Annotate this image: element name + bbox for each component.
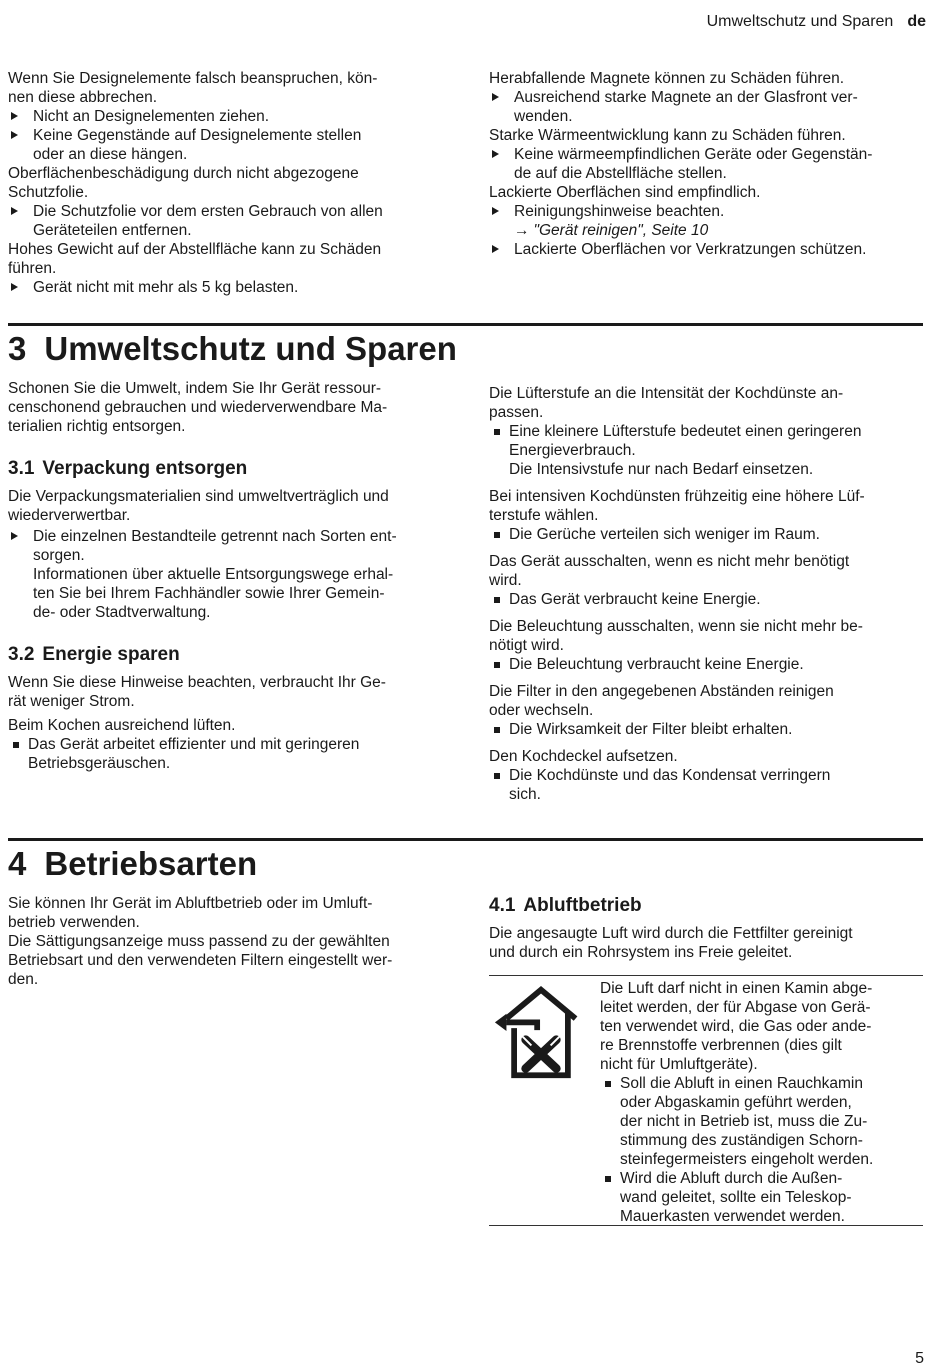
language-code: de — [907, 13, 926, 30]
no-chimney-exhaust-icon — [493, 984, 589, 1080]
warning-box — [489, 975, 923, 1226]
paragraph: Wenn Sie Designelemente falsch beanspruchen, kön- nen diese abbrechen. — [8, 70, 378, 106]
result-item: Die Kochdünste und das Kondensat verringern sich. — [489, 766, 923, 804]
subsection-heading: 3.2 Energie sparen — [8, 644, 180, 665]
paragraph: Die angesaugte Luft wird durch die Fettfilter gereinigt und durch ein Rohrsystem ins Freie geleitet. — [489, 925, 853, 961]
top-right-column — [489, 69, 923, 259]
section-rule — [8, 838, 923, 841]
section3-left-column — [8, 379, 448, 773]
subsection-heading: 3.1 Verpackung entsorgen — [8, 458, 248, 479]
result-item: Eine kleinere Lüfterstufe bedeutet einen geringeren Energieverbrauch. Die Intensivstufe nur nach Bedarf einsetzen. — [489, 422, 923, 479]
warning-item: Soll die Abluft in einen Rauchkamin oder Abgaskamin geführt werden, der nicht in Betrieb ist, muss die Zu- stimmung des zuständigen Schorn- steinfegermeisters eingeholt werden. — [600, 1074, 920, 1169]
cross-reference-link[interactable]: → "Gerät reinigen", Seite 10 — [514, 222, 709, 239]
section-heading: 4 Betriebsarten — [8, 845, 258, 882]
instruction-item: Lackierte Oberflächen vor Verkratzungen schützen. — [489, 240, 923, 259]
instruction-item: Ausreichend starke Magnete an der Glasfront ver- wenden. — [489, 88, 923, 126]
subsection-heading: 4.1 Abluftbetrieb — [489, 895, 642, 916]
paragraph: Die Verpackungsmaterialien sind umweltverträglich und wiederverwertbar. — [8, 488, 389, 524]
paragraph: Die Filter in den angegebenen Abständen reinigen oder wechseln. — [489, 683, 834, 719]
section-rule — [8, 323, 923, 326]
warning-statement: Die Luft darf nicht in einen Kamin abge- leitet werden, der für Abgase von Gerä- ten verwendet wird, die Gas oder ande- re Brennstoffe verbrennen (dies gilt nicht für Umluftgeräte). — [600, 980, 873, 1073]
arrow-right-icon: → — [514, 222, 530, 239]
section-intro: Schonen Sie die Umwelt, indem Sie Ihr Gerät ressour- censchonend gebrauchen und wiederverwendbare Ma- terialien richtig entsorgen. — [8, 380, 388, 435]
paragraph: Beim Kochen ausreichend lüften. — [8, 717, 236, 734]
section3-right-column — [489, 384, 923, 804]
instruction-item: Die einzelnen Bestandteile getrennt nach Sorten ent- sorgen. Informationen über aktuelle Entsorgungswege erhal- ten Sie bei Ihrem Fachhändler sowie Ihrer Gemein- de- oder Stadtverwaltung. — [8, 527, 448, 622]
section-heading: 3 Umweltschutz und Sparen — [8, 330, 457, 367]
instruction-item: Gerät nicht mit mehr als 5 kg belasten. — [8, 278, 448, 297]
paragraph: Hohes Gewicht auf der Abstellfläche kann zu Schäden führen. — [8, 241, 382, 277]
paragraph: Bei intensiven Kochdünsten frühzeitig eine höhere Lüf- terstufe wählen. — [489, 488, 865, 524]
section4-right-column — [489, 894, 923, 962]
paragraph: Herabfallende Magnete können zu Schäden führen. — [489, 70, 845, 87]
paragraph: Die Lüfterstufe an die Intensität der Kochdünste an- passen. — [489, 385, 844, 421]
header-title: Umweltschutz und Sparen — [706, 13, 894, 30]
running-header — [707, 12, 926, 31]
instruction-item: Keine Gegenstände auf Designelemente stellen oder an diese hängen. — [8, 126, 448, 164]
instruction-item: Nicht an Designelementen ziehen. — [8, 107, 448, 126]
paragraph: Wenn Sie diese Hinweise beachten, verbraucht Ihr Ge- rät weniger Strom. — [8, 674, 386, 710]
page-number: 5 — [915, 1350, 924, 1367]
instruction-item: Die Schutzfolie vor dem ersten Gebrauch von allen Geräteteilen entfernen. — [8, 202, 448, 240]
result-item: Das Gerät verbraucht keine Energie. — [489, 590, 923, 609]
paragraph: Den Kochdeckel aufsetzen. — [489, 748, 678, 765]
result-item: Die Gerüche verteilen sich weniger im Raum. — [489, 525, 923, 544]
paragraph: Sie können Ihr Gerät im Abluftbetrieb oder im Umluft- betrieb verwenden. Die Sättigungsanzeige muss passend zu der gewählten Betriebsart und den verwendeten Filtern eingestellt wer- den. — [8, 895, 393, 988]
paragraph: Oberflächenbeschädigung durch nicht abgezogene Schutzfolie. — [8, 165, 359, 201]
paragraph: Das Gerät ausschalten, wenn es nicht mehr benötigt wird. — [489, 553, 850, 589]
warning-item: Wird die Abluft durch die Außen- wand geleitet, sollte ein Teleskop- Mauerkasten verwendet werden. — [600, 1169, 920, 1226]
instruction-item: Keine wärmeempfindlichen Geräte oder Gegenstän- de auf die Abstellfläche stellen. — [489, 145, 923, 183]
result-item: Das Gerät arbeitet effizienter und mit geringeren Betriebsgeräuschen. — [8, 735, 448, 773]
section4-left-column — [8, 894, 448, 989]
result-item: Die Beleuchtung verbraucht keine Energie. — [489, 655, 923, 674]
paragraph: Die Beleuchtung ausschalten, wenn sie nicht mehr be- nötigt wird. — [489, 618, 863, 654]
top-left-column — [8, 69, 448, 297]
paragraph: Lackierte Oberflächen sind empfindlich. — [489, 184, 761, 201]
result-item: Die Wirksamkeit der Filter bleibt erhalten. — [489, 720, 923, 739]
paragraph: Starke Wärmeentwicklung kann zu Schäden führen. — [489, 127, 846, 144]
warning-text — [600, 979, 920, 1226]
instruction-item: Reinigungshinweise beachten. — [489, 202, 923, 221]
